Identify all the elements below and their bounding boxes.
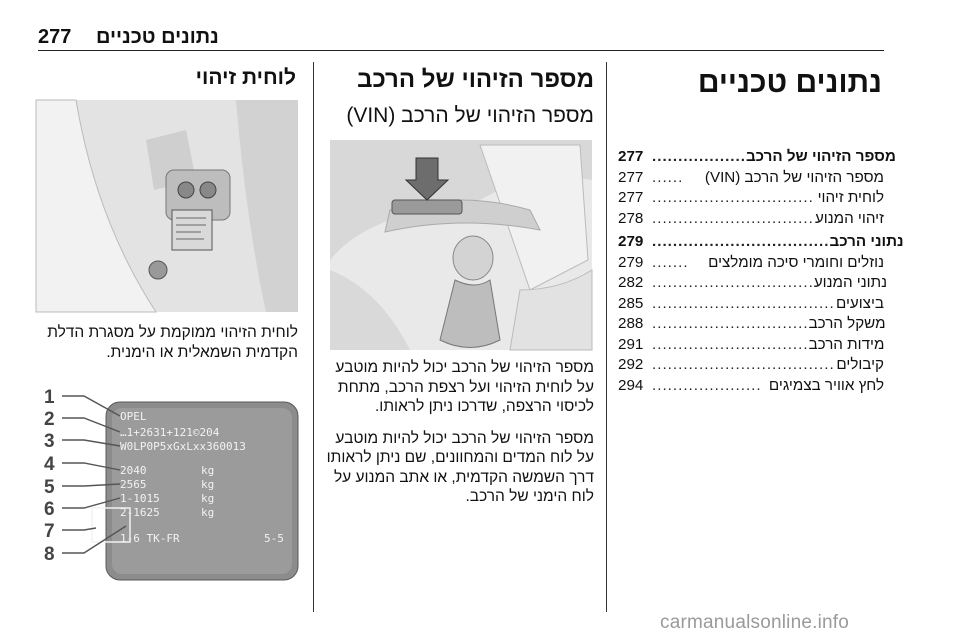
toc-page-number: 292 bbox=[618, 356, 644, 373]
column-divider-right bbox=[606, 62, 607, 612]
toc-page-number: 282 bbox=[618, 274, 644, 291]
plate-weight-3-unit: kg bbox=[201, 492, 215, 505]
plate-weight-2-value: 2565 bbox=[120, 478, 147, 491]
toc-leader-dots: ................................... bbox=[652, 356, 835, 373]
toc-leader-dots: .............................. bbox=[652, 335, 809, 353]
toc-entry-label: לוחית זיהוי bbox=[817, 189, 884, 206]
toc-leader-dots: ................................... bbox=[652, 294, 835, 312]
vin-paragraph-2: מספר הזיהוי של הרכב יכול להיות מוטבע על לוח המדים והמחוונים, שם ניתן לראותו דרך השמשה הקדמית, או אתב המנוע על לוח הימני של הרכב. bbox=[326, 429, 594, 505]
vin-description bbox=[326, 358, 594, 519]
toc-row bbox=[618, 169, 884, 190]
plate-line-3: W0LP0P5xGxLxx360013 bbox=[120, 440, 246, 453]
running-header-title: נתונים טכניים bbox=[96, 26, 219, 48]
table-of-contents bbox=[618, 148, 904, 397]
callout-number: 4 bbox=[44, 454, 55, 475]
toc-page-number: 288 bbox=[618, 315, 644, 332]
plate-line-1: OPEL bbox=[120, 410, 147, 423]
toc-page-number: 294 bbox=[618, 376, 644, 394]
door-frame-plate-illustration bbox=[36, 100, 298, 312]
callout-number: 1 bbox=[44, 387, 55, 408]
plate-weight-4-unit: kg bbox=[201, 506, 215, 519]
toc-leader-dots: ............................... bbox=[652, 189, 814, 206]
toc-row bbox=[618, 295, 884, 316]
toc-page-number: 278 bbox=[618, 209, 644, 227]
vin-paragraph-1: מספר הזיהוי של הרכב יכול להיות מוטבע על לוחית הזיהוי ועל רצפת הרכב, מתחת לכיסוי הרצפה, שדרכו ניתן לראותו. bbox=[335, 359, 594, 415]
toc-row bbox=[618, 336, 884, 357]
section-title-vehicle-id: מספר הזיהוי של הרכב bbox=[357, 66, 594, 93]
toc-page-number: 279 bbox=[618, 233, 644, 250]
plate-bottom-code: 1-6 TK-FR bbox=[120, 532, 180, 545]
id-plate-caption: לוחית הזיהוי ממוקמת על מסגרת הדלת הקדמית השמאלית או הימנית. bbox=[47, 324, 298, 361]
toc-row bbox=[618, 274, 887, 295]
toc-entry-label: ביצועים bbox=[835, 294, 884, 312]
toc-leader-dots: ............................... bbox=[652, 274, 814, 291]
toc-row bbox=[618, 315, 884, 336]
toc-entry-label: משקל הרכב bbox=[808, 315, 886, 332]
toc-entry-label: מידות הרכב bbox=[808, 335, 885, 353]
toc-row bbox=[618, 254, 884, 275]
section-title-id-plate: לוחית זיהוי bbox=[195, 66, 296, 89]
toc-row bbox=[618, 356, 884, 377]
callout-number: 5 bbox=[44, 477, 55, 498]
toc-page-number: 285 bbox=[618, 294, 644, 312]
toc-entry-label: נתוני המנוע bbox=[813, 274, 887, 291]
plate-weight-4-value: 2-1625 bbox=[120, 506, 160, 519]
toc-entry-label: נתוני הרכב bbox=[829, 233, 904, 250]
toc-page-number: 277 bbox=[618, 168, 644, 186]
column-divider-left bbox=[313, 62, 314, 612]
toc-leader-dots: ...... bbox=[652, 168, 684, 186]
page-number: 277 bbox=[38, 26, 72, 48]
plate-weight-1-unit: kg bbox=[201, 464, 215, 477]
toc-entry-label: מספר הזיהוי של הרכב bbox=[745, 148, 896, 165]
toc-row bbox=[618, 210, 884, 231]
plate-line-2: …1+2631+121©204 bbox=[120, 426, 220, 439]
toc-leader-dots: .................. bbox=[652, 148, 746, 165]
toc-entry-label: נוזלים וחומרי סיכה מומלצים bbox=[708, 253, 884, 271]
plate-side-code: 5-5 bbox=[264, 532, 284, 545]
plate-weight-3-value: 1-1015 bbox=[120, 492, 160, 505]
vin-location-illustration bbox=[330, 140, 592, 350]
header-divider bbox=[38, 50, 884, 51]
watermark: carmanualsonline.info bbox=[660, 612, 850, 633]
toc-page-number: 291 bbox=[618, 335, 644, 353]
plate-weight-2-unit: kg bbox=[201, 478, 215, 491]
id-plate-diagram bbox=[36, 378, 298, 580]
callout-number: 6 bbox=[44, 499, 55, 520]
toc-entry-label: קיבולים bbox=[836, 356, 884, 373]
toc-leader-dots: .............................. bbox=[652, 315, 809, 332]
toc-leader-dots: ....... bbox=[652, 253, 689, 271]
toc-leader-dots: ..................... bbox=[652, 376, 762, 394]
callout-number: 2 bbox=[44, 409, 55, 430]
toc-leader-dots: ............................... bbox=[652, 209, 814, 227]
toc-row bbox=[618, 377, 884, 398]
toc-entry-label: מספר הזיהוי של הרכב (VIN) bbox=[704, 168, 884, 186]
toc-page-number: 279 bbox=[618, 253, 644, 271]
toc-row bbox=[618, 189, 884, 210]
chapter-title: נתונים טכניים bbox=[697, 66, 882, 99]
callout-number: 7 bbox=[44, 521, 55, 542]
subsection-title-vin: מספר הזיהוי של הרכב (VIN) bbox=[346, 104, 594, 127]
toc-page-number: 277 bbox=[618, 189, 644, 206]
toc-row bbox=[618, 233, 904, 254]
toc-page-number: 277 bbox=[618, 148, 644, 165]
callout-number: 3 bbox=[44, 431, 55, 452]
toc-entry-label: לחץ אוויר בצמיגים bbox=[768, 376, 884, 394]
toc-row bbox=[618, 148, 896, 169]
toc-leader-dots: .................................. bbox=[652, 233, 830, 250]
toc-entry-label: זיהוי המנוע bbox=[814, 209, 884, 227]
plate-weight-1-value: 2040 bbox=[120, 464, 147, 477]
callout-number: 8 bbox=[44, 544, 55, 565]
